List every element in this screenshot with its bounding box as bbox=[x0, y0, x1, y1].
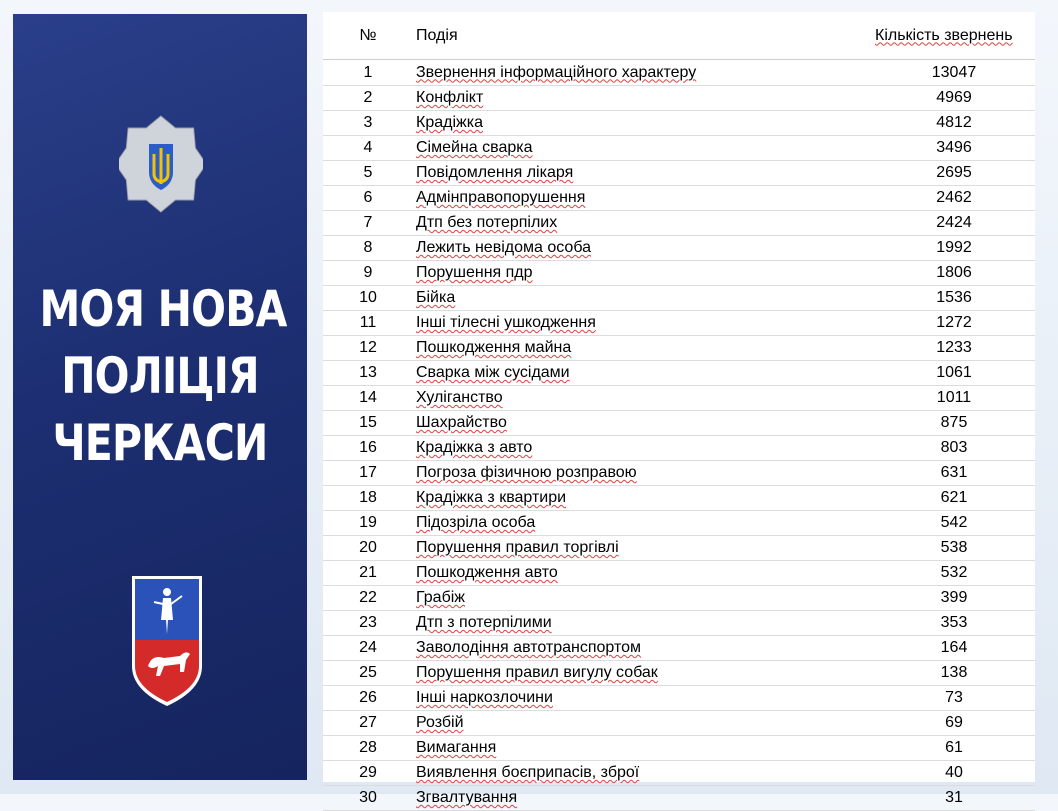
table-row bbox=[323, 611, 1035, 636]
row-event-text: Грабіж bbox=[416, 589, 465, 606]
row-count: 69 bbox=[873, 711, 1035, 736]
table-row bbox=[323, 136, 1035, 161]
row-event-text: Порушення правил вигулу собак bbox=[416, 664, 658, 681]
row-event bbox=[413, 661, 873, 686]
row-count: 1233 bbox=[873, 336, 1035, 361]
row-number: 5 bbox=[323, 161, 413, 186]
row-event-text: Звернення інформаційного характеру bbox=[416, 63, 697, 81]
row-event bbox=[413, 686, 873, 711]
police-badge-icon bbox=[119, 114, 203, 214]
row-event-text: Сімейна сварка bbox=[416, 139, 533, 156]
row-event bbox=[413, 336, 873, 361]
table-row bbox=[323, 686, 1035, 711]
table-row bbox=[323, 711, 1035, 736]
table-row bbox=[323, 636, 1035, 661]
table-row bbox=[323, 286, 1035, 311]
row-event bbox=[413, 461, 873, 486]
row-event-text: Крадіжка bbox=[416, 114, 483, 131]
row-event bbox=[413, 261, 873, 286]
row-event-text: Шахрайство bbox=[416, 414, 507, 431]
row-count: 1806 bbox=[873, 261, 1035, 286]
row-count: 631 bbox=[873, 461, 1035, 486]
row-count: 1992 bbox=[873, 236, 1035, 261]
row-event bbox=[413, 186, 873, 211]
row-event bbox=[413, 311, 873, 336]
row-event-text: Розбій bbox=[416, 714, 464, 731]
row-number: 8 bbox=[323, 236, 413, 261]
row-event bbox=[413, 736, 873, 761]
row-event-text: Порушення правил торгівлі bbox=[416, 539, 619, 556]
row-count: 532 bbox=[873, 561, 1035, 586]
row-number: 30 bbox=[323, 786, 413, 811]
table-row bbox=[323, 211, 1035, 236]
row-count: 538 bbox=[873, 536, 1035, 561]
table-row bbox=[323, 736, 1035, 761]
table-row bbox=[323, 60, 1035, 86]
table-row bbox=[323, 436, 1035, 461]
row-count: 40 bbox=[873, 761, 1035, 786]
header-count-label: Кількість звернень bbox=[875, 26, 1013, 44]
row-event-text: Пошкодження майна bbox=[416, 339, 572, 356]
row-count: 542 bbox=[873, 511, 1035, 536]
row-number: 27 bbox=[323, 711, 413, 736]
row-event bbox=[413, 786, 873, 811]
row-number: 22 bbox=[323, 586, 413, 611]
table-row bbox=[323, 461, 1035, 486]
row-number: 7 bbox=[323, 211, 413, 236]
row-event bbox=[413, 711, 873, 736]
row-count: 4969 bbox=[873, 86, 1035, 111]
row-event-text: Виявлення боєприпасів, зброї bbox=[416, 764, 640, 781]
row-event bbox=[413, 361, 873, 386]
row-event bbox=[413, 561, 873, 586]
incident-table bbox=[323, 12, 1035, 811]
incident-table-panel bbox=[323, 12, 1035, 806]
row-event bbox=[413, 136, 873, 161]
table-row bbox=[323, 111, 1035, 136]
row-event-text: Погроза фізичною розправою bbox=[416, 464, 637, 481]
row-count: 621 bbox=[873, 486, 1035, 511]
row-event bbox=[413, 411, 873, 436]
cherkasy-coat-of-arms-icon bbox=[130, 574, 204, 708]
row-event-text: Вимагання bbox=[416, 739, 497, 756]
row-event bbox=[413, 761, 873, 786]
row-number: 14 bbox=[323, 386, 413, 411]
row-number: 11 bbox=[323, 311, 413, 336]
row-count: 2462 bbox=[873, 186, 1035, 211]
table-row bbox=[323, 186, 1035, 211]
row-count: 1011 bbox=[873, 386, 1035, 411]
row-number: 23 bbox=[323, 611, 413, 636]
row-event-text: Повідомлення лікаря bbox=[416, 164, 574, 181]
row-event-text: Крадіжка з квартири bbox=[416, 489, 567, 506]
row-count: 2695 bbox=[873, 161, 1035, 186]
row-count: 353 bbox=[873, 611, 1035, 636]
table-row bbox=[323, 536, 1035, 561]
row-count: 31 bbox=[873, 786, 1035, 811]
row-number: 18 bbox=[323, 486, 413, 511]
row-event-text: Підозріла особа bbox=[416, 514, 536, 531]
table-row bbox=[323, 236, 1035, 261]
row-count: 1272 bbox=[873, 311, 1035, 336]
table-row bbox=[323, 361, 1035, 386]
row-event bbox=[413, 111, 873, 136]
table-row bbox=[323, 786, 1035, 811]
row-number: 15 bbox=[323, 411, 413, 436]
table-row bbox=[323, 161, 1035, 186]
row-number: 3 bbox=[323, 111, 413, 136]
row-event-text: Сварка між сусідами bbox=[416, 364, 570, 381]
row-count: 399 bbox=[873, 586, 1035, 611]
row-event-text: Дтп з потерпілими bbox=[416, 614, 552, 631]
table-header-row bbox=[323, 12, 1035, 60]
row-event-text: Дтп без потерпілих bbox=[416, 214, 558, 231]
row-count: 1061 bbox=[873, 361, 1035, 386]
row-count: 164 bbox=[873, 636, 1035, 661]
row-number: 21 bbox=[323, 561, 413, 586]
row-event-text: Згвалтування bbox=[416, 789, 518, 806]
row-event bbox=[413, 60, 873, 86]
row-event-text: Інші наркозлочини bbox=[416, 689, 553, 706]
row-number: 26 bbox=[323, 686, 413, 711]
row-event-text: Хуліганство bbox=[416, 389, 503, 406]
row-number: 29 bbox=[323, 761, 413, 786]
row-number: 6 bbox=[323, 186, 413, 211]
table-row bbox=[323, 586, 1035, 611]
row-event bbox=[413, 86, 873, 111]
row-number: 9 bbox=[323, 261, 413, 286]
row-event bbox=[413, 511, 873, 536]
row-number: 24 bbox=[323, 636, 413, 661]
row-count: 13047 bbox=[873, 60, 1035, 86]
banner-title-line: МОЯ НОВА bbox=[39, 280, 287, 338]
row-number: 10 bbox=[323, 286, 413, 311]
row-event-text: Пошкодження авто bbox=[416, 564, 558, 581]
row-event bbox=[413, 636, 873, 661]
row-count: 2424 bbox=[873, 211, 1035, 236]
row-event-text: Інші тілесні ушкодження bbox=[416, 314, 596, 331]
table-row bbox=[323, 386, 1035, 411]
header-count bbox=[873, 12, 1035, 60]
row-event bbox=[413, 211, 873, 236]
header-event: Подія bbox=[413, 12, 873, 60]
banner-title bbox=[39, 276, 287, 477]
row-number: 17 bbox=[323, 461, 413, 486]
table-row bbox=[323, 336, 1035, 361]
row-count: 875 bbox=[873, 411, 1035, 436]
row-event-text: Адмінправопорушення bbox=[416, 189, 586, 206]
row-event bbox=[413, 586, 873, 611]
row-number: 20 bbox=[323, 536, 413, 561]
row-count: 4812 bbox=[873, 111, 1035, 136]
row-count: 138 bbox=[873, 661, 1035, 686]
row-count: 1536 bbox=[873, 286, 1035, 311]
row-count: 73 bbox=[873, 686, 1035, 711]
row-number: 1 bbox=[323, 60, 413, 86]
row-event-text: Бійка bbox=[416, 289, 456, 306]
row-count: 61 bbox=[873, 736, 1035, 761]
row-number: 4 bbox=[323, 136, 413, 161]
table-row bbox=[323, 86, 1035, 111]
row-number: 25 bbox=[323, 661, 413, 686]
table-row bbox=[323, 561, 1035, 586]
row-number: 2 bbox=[323, 86, 413, 111]
row-event bbox=[413, 161, 873, 186]
row-event bbox=[413, 286, 873, 311]
row-number: 19 bbox=[323, 511, 413, 536]
row-event bbox=[413, 236, 873, 261]
row-event bbox=[413, 536, 873, 561]
row-event-text: Заволодіння автотранспортом bbox=[416, 639, 642, 656]
row-event bbox=[413, 486, 873, 511]
table-row bbox=[323, 411, 1035, 436]
table-row bbox=[323, 311, 1035, 336]
row-number: 13 bbox=[323, 361, 413, 386]
row-event-text: Порушення пдр bbox=[416, 264, 533, 281]
row-event-text: Крадіжка з авто bbox=[416, 439, 533, 456]
table-row bbox=[323, 661, 1035, 686]
table-row bbox=[323, 761, 1035, 786]
table-body bbox=[323, 60, 1035, 811]
table-row bbox=[323, 511, 1035, 536]
row-event bbox=[413, 386, 873, 411]
row-event-text: Лежить невідома особа bbox=[416, 239, 592, 256]
banner-title-line: ЧЕРКАСИ bbox=[52, 414, 268, 472]
header-number: № bbox=[323, 12, 413, 60]
row-number: 28 bbox=[323, 736, 413, 761]
row-count: 3496 bbox=[873, 136, 1035, 161]
banner-title-line: ПОЛІЦІЯ bbox=[61, 347, 259, 405]
row-number: 16 bbox=[323, 436, 413, 461]
table-row bbox=[323, 486, 1035, 511]
row-event-text: Конфлікт bbox=[416, 89, 484, 106]
row-event bbox=[413, 611, 873, 636]
table-row bbox=[323, 261, 1035, 286]
police-banner bbox=[13, 14, 307, 780]
row-event bbox=[413, 436, 873, 461]
row-number: 12 bbox=[323, 336, 413, 361]
row-count: 803 bbox=[873, 436, 1035, 461]
